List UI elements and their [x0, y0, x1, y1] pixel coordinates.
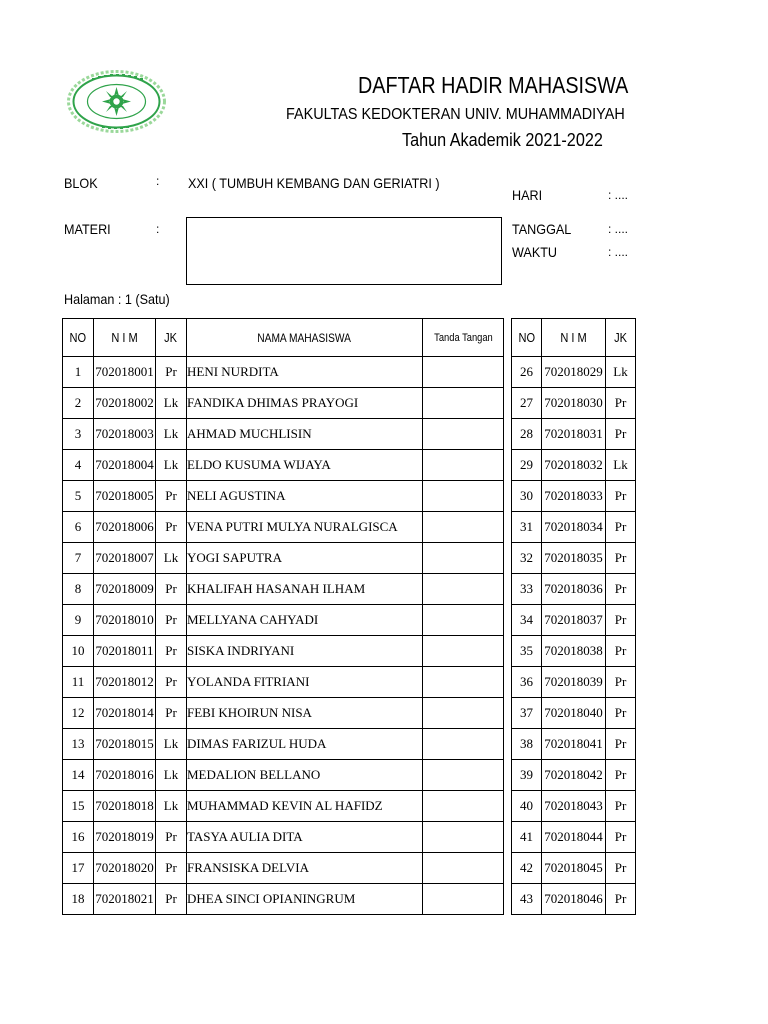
row-nim: 702018007 — [94, 543, 156, 574]
header-signature: Tanda Tangan — [423, 319, 504, 357]
table-row — [63, 667, 504, 698]
row-no: 14 — [63, 760, 94, 791]
table-row — [512, 512, 636, 543]
row-jk: Pr — [606, 605, 636, 636]
blok-value: XXI ( TUMBUH KEMBANG DAN GERIATRI ) — [188, 175, 440, 191]
row-no: 17 — [63, 853, 94, 884]
table-row — [512, 419, 636, 450]
row-jk: Pr — [606, 822, 636, 853]
signature-cell[interactable] — [423, 450, 504, 481]
row-name: VENA PUTRI MULYA NURALGISCA — [187, 512, 423, 543]
table-row — [63, 636, 504, 667]
row-name: FEBI KHOIRUN NISA — [187, 698, 423, 729]
signature-cell[interactable] — [423, 512, 504, 543]
row-nim: 702018046 — [542, 884, 606, 915]
row-jk: Pr — [606, 481, 636, 512]
row-name: NELI AGUSTINA — [187, 481, 423, 512]
row-jk: Pr — [156, 605, 187, 636]
row-no: 5 — [63, 481, 94, 512]
row-nim: 702018029 — [542, 357, 606, 388]
row-nim: 702018009 — [94, 574, 156, 605]
table-row — [63, 791, 504, 822]
signature-cell[interactable] — [423, 419, 504, 450]
row-name: ELDO KUSUMA WIJAYA — [187, 450, 423, 481]
table-row — [512, 729, 636, 760]
row-name: YOLANDA FITRIANI — [187, 667, 423, 698]
row-nim: 702018016 — [94, 760, 156, 791]
table-row — [63, 853, 504, 884]
materi-label: MATERI — [64, 221, 111, 237]
signature-cell[interactable] — [423, 605, 504, 636]
row-jk: Lk — [156, 543, 187, 574]
signature-cell[interactable] — [423, 791, 504, 822]
signature-cell[interactable] — [423, 481, 504, 512]
table-row — [63, 419, 504, 450]
row-no: 18 — [63, 884, 94, 915]
faculty-name: FAKULTAS KEDOKTERAN UNIV. MUHAMMADIYAH — [286, 106, 625, 123]
table-row — [512, 357, 636, 388]
academic-year: Tahun Akademik 2021-2022 — [402, 130, 603, 150]
materi-colon: : — [156, 222, 160, 236]
signature-cell[interactable] — [423, 636, 504, 667]
row-no: 37 — [512, 698, 542, 729]
row-jk: Pr — [606, 667, 636, 698]
row-jk: Pr — [606, 853, 636, 884]
row-no: 26 — [512, 357, 542, 388]
row-jk: Pr — [606, 419, 636, 450]
row-no: 15 — [63, 791, 94, 822]
row-no: 3 — [63, 419, 94, 450]
signature-cell[interactable] — [423, 388, 504, 419]
row-no: 2 — [63, 388, 94, 419]
header-jk: JK — [156, 319, 187, 357]
row-nim: 702018018 — [94, 791, 156, 822]
signature-cell[interactable] — [423, 698, 504, 729]
row-no: 10 — [63, 636, 94, 667]
signature-cell[interactable] — [423, 543, 504, 574]
row-jk: Lk — [156, 419, 187, 450]
row-no: 11 — [63, 667, 94, 698]
row-no: 36 — [512, 667, 542, 698]
tanggal-label: TANGGAL — [512, 221, 572, 237]
table-row — [512, 574, 636, 605]
table-row — [63, 698, 504, 729]
row-no: 16 — [63, 822, 94, 853]
row-nim: 702018040 — [542, 698, 606, 729]
row-jk: Pr — [606, 884, 636, 915]
row-nim: 702018036 — [542, 574, 606, 605]
row-nim: 702018035 — [542, 543, 606, 574]
row-jk: Pr — [606, 698, 636, 729]
table-row — [512, 450, 636, 481]
row-nim: 702018011 — [94, 636, 156, 667]
row-nim: 702018043 — [542, 791, 606, 822]
table-row — [512, 543, 636, 574]
row-jk: Pr — [606, 512, 636, 543]
table-row — [63, 729, 504, 760]
row-nim: 702018039 — [542, 667, 606, 698]
row-name: AHMAD MUCHLISIN — [187, 419, 423, 450]
row-nim: 702018042 — [542, 760, 606, 791]
header-no: NO — [512, 319, 542, 357]
row-no: 29 — [512, 450, 542, 481]
row-jk: Pr — [156, 574, 187, 605]
row-nim: 702018010 — [94, 605, 156, 636]
materi-field[interactable] — [186, 217, 502, 285]
row-name: MUHAMMAD KEVIN AL HAFIDZ — [187, 791, 423, 822]
hari-value: : .... — [608, 188, 629, 202]
signature-cell[interactable] — [423, 667, 504, 698]
row-no: 40 — [512, 791, 542, 822]
table-row — [512, 791, 636, 822]
row-no: 4 — [63, 450, 94, 481]
row-jk: Pr — [156, 822, 187, 853]
row-no: 33 — [512, 574, 542, 605]
table-header-row — [512, 319, 636, 357]
row-nim: 702018041 — [542, 729, 606, 760]
row-name: FRANSISKA DELVIA — [187, 853, 423, 884]
table-row — [512, 884, 636, 915]
row-nim: 702018014 — [94, 698, 156, 729]
row-jk: Lk — [606, 357, 636, 388]
header-nim: N I M — [94, 319, 156, 357]
row-name: TASYA AULIA DITA — [187, 822, 423, 853]
attendance-table-right — [511, 318, 636, 915]
row-nim: 702018030 — [542, 388, 606, 419]
university-seal-icon — [66, 69, 167, 134]
table-row — [512, 636, 636, 667]
row-no: 1 — [63, 357, 94, 388]
table-row — [512, 822, 636, 853]
row-name: DHEA SINCI OPIANINGRUM — [187, 884, 423, 915]
blok-colon: : — [156, 174, 160, 188]
row-nim: 702018002 — [94, 388, 156, 419]
row-jk: Pr — [156, 481, 187, 512]
header-no: NO — [63, 319, 94, 357]
waktu-label: WAKTU — [512, 244, 558, 260]
row-no: 39 — [512, 760, 542, 791]
header-jk: JK — [606, 319, 636, 357]
row-no: 27 — [512, 388, 542, 419]
row-no: 38 — [512, 729, 542, 760]
row-jk: Pr — [606, 388, 636, 419]
blok-label: BLOK — [64, 175, 98, 191]
row-nim: 702018044 — [542, 822, 606, 853]
row-nim: 702018015 — [94, 729, 156, 760]
table-row — [512, 698, 636, 729]
row-nim: 702018037 — [542, 605, 606, 636]
row-nim: 702018001 — [94, 357, 156, 388]
table-row — [63, 388, 504, 419]
row-name: HENI NURDITA — [187, 357, 423, 388]
row-no: 41 — [512, 822, 542, 853]
row-name: YOGI SAPUTRA — [187, 543, 423, 574]
row-jk: Pr — [156, 698, 187, 729]
table-row — [63, 512, 504, 543]
row-jk: Pr — [156, 357, 187, 388]
document-title: DAFTAR HADIR MAHASISWA — [358, 72, 629, 98]
row-no: 43 — [512, 884, 542, 915]
row-nim: 702018005 — [94, 481, 156, 512]
table-row — [63, 760, 504, 791]
row-nim: 702018038 — [542, 636, 606, 667]
header-name: NAMA MAHASISWA — [187, 319, 423, 357]
row-jk: Pr — [606, 729, 636, 760]
row-no: 32 — [512, 543, 542, 574]
row-jk: Lk — [156, 791, 187, 822]
row-nim: 702018045 — [542, 853, 606, 884]
row-nim: 702018006 — [94, 512, 156, 543]
signature-cell[interactable] — [423, 884, 504, 915]
row-nim: 702018021 — [94, 884, 156, 915]
row-nim: 702018019 — [94, 822, 156, 853]
row-no: 34 — [512, 605, 542, 636]
signature-cell[interactable] — [423, 357, 504, 388]
table-row — [63, 822, 504, 853]
row-jk: Pr — [156, 884, 187, 915]
table-row — [512, 605, 636, 636]
row-jk: Pr — [156, 636, 187, 667]
hari-label: HARI — [512, 187, 543, 203]
row-name: FANDIKA DHIMAS PRAYOGI — [187, 388, 423, 419]
row-nim: 702018012 — [94, 667, 156, 698]
row-nim: 702018004 — [94, 450, 156, 481]
attendance-table-left — [62, 318, 504, 915]
row-jk: Pr — [606, 760, 636, 791]
signature-cell[interactable] — [423, 822, 504, 853]
table-row — [63, 884, 504, 915]
signature-cell[interactable] — [423, 574, 504, 605]
row-jk: Lk — [156, 760, 187, 791]
row-jk: Pr — [606, 791, 636, 822]
signature-cell[interactable] — [423, 853, 504, 884]
row-jk: Lk — [156, 450, 187, 481]
row-nim: 702018033 — [542, 481, 606, 512]
table-row — [63, 357, 504, 388]
table-header-row — [63, 319, 504, 357]
page-indicator: Halaman : 1 (Satu) — [64, 291, 170, 307]
row-name: SISKA INDRIYANI — [187, 636, 423, 667]
row-no: 8 — [63, 574, 94, 605]
row-no: 6 — [63, 512, 94, 543]
table-row — [63, 605, 504, 636]
signature-cell[interactable] — [423, 729, 504, 760]
table-row — [512, 760, 636, 791]
row-jk: Lk — [156, 388, 187, 419]
row-no: 42 — [512, 853, 542, 884]
row-name: DIMAS FARIZUL HUDA — [187, 729, 423, 760]
row-no: 31 — [512, 512, 542, 543]
row-no: 9 — [63, 605, 94, 636]
row-nim: 702018031 — [542, 419, 606, 450]
table-row — [63, 574, 504, 605]
row-jk: Pr — [156, 512, 187, 543]
waktu-value: : .... — [608, 245, 629, 259]
row-no: 35 — [512, 636, 542, 667]
row-nim: 702018032 — [542, 450, 606, 481]
row-nim: 702018003 — [94, 419, 156, 450]
table-row — [512, 853, 636, 884]
row-jk: Pr — [606, 636, 636, 667]
row-jk: Lk — [156, 729, 187, 760]
row-nim: 702018034 — [542, 512, 606, 543]
table-row — [512, 388, 636, 419]
table-row — [63, 543, 504, 574]
row-jk: Pr — [156, 667, 187, 698]
row-jk: Pr — [606, 574, 636, 605]
signature-cell[interactable] — [423, 760, 504, 791]
table-row — [63, 450, 504, 481]
row-no: 28 — [512, 419, 542, 450]
row-no: 13 — [63, 729, 94, 760]
row-name: KHALIFAH HASANAH ILHAM — [187, 574, 423, 605]
tanggal-value: : .... — [608, 222, 629, 236]
row-name: MELLYANA CAHYADI — [187, 605, 423, 636]
row-name: MEDALION BELLANO — [187, 760, 423, 791]
table-row — [512, 667, 636, 698]
row-no: 7 — [63, 543, 94, 574]
row-no: 12 — [63, 698, 94, 729]
row-no: 30 — [512, 481, 542, 512]
header-nim: N I M — [542, 319, 606, 357]
row-jk: Pr — [156, 853, 187, 884]
row-nim: 702018020 — [94, 853, 156, 884]
table-row — [63, 481, 504, 512]
row-jk: Pr — [606, 543, 636, 574]
row-jk: Lk — [606, 450, 636, 481]
table-row — [512, 481, 636, 512]
